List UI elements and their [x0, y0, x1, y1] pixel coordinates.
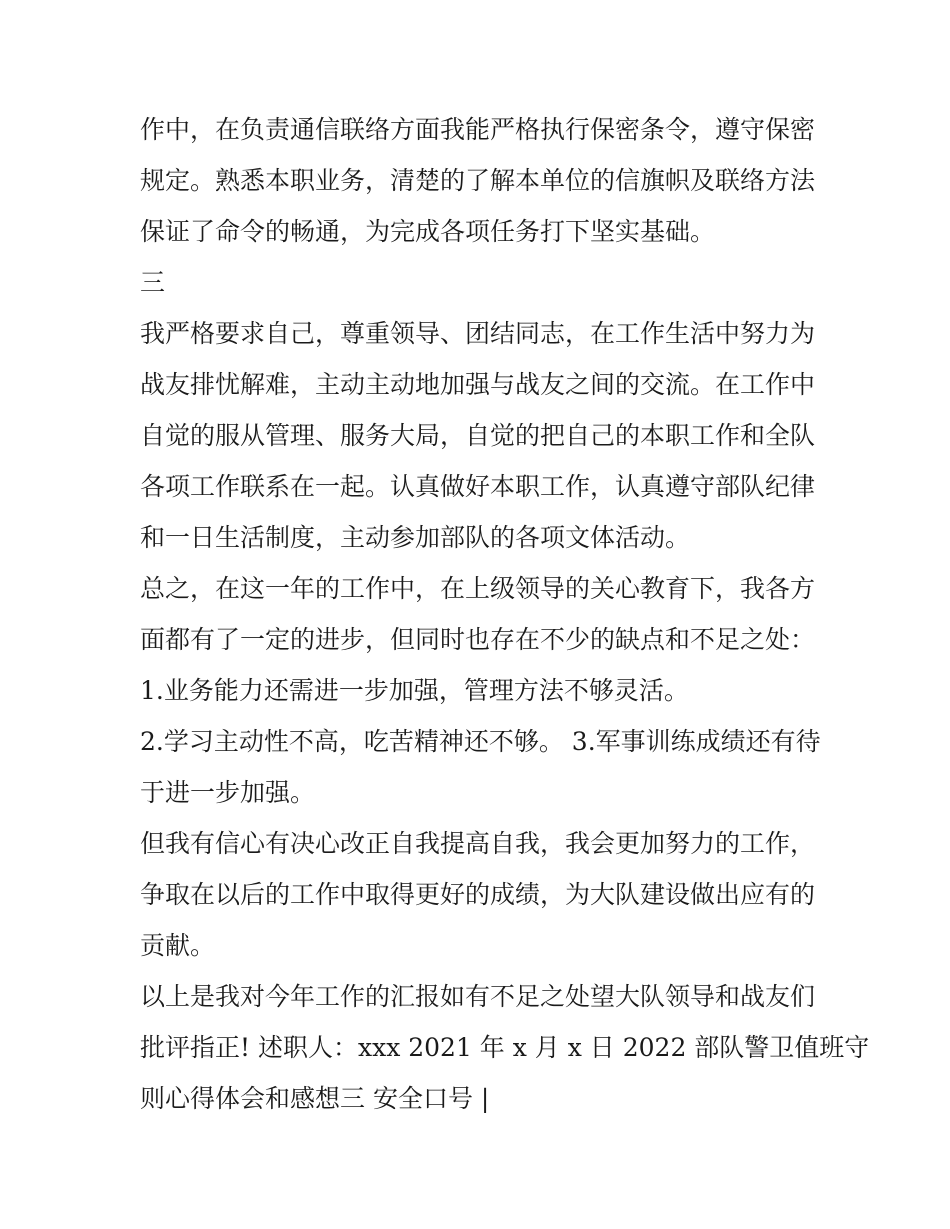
- text-line: 贡献。: [140, 931, 216, 960]
- text-line: 作中，在负责通信联络方面我能严格执行保密条令，遵守保密: [140, 115, 816, 144]
- text-line: 面都有了一定的进步，但同时也存在不少的缺点和不足之处：: [140, 625, 816, 654]
- text-line: 规定。熟悉本职业务，清楚的了解本单位的信旗帜及联络方法: [140, 166, 816, 195]
- text-line: 自觉的服从管理、服务大局，自觉的把自己的本职工作和全队: [140, 421, 816, 450]
- text-line: 各项工作联系在一起。认真做好本职工作，认真遵守部队纪律: [140, 472, 816, 501]
- text-line: 战友排忧解难，主动主动地加强与战友之间的交流。在工作中: [140, 370, 816, 399]
- text-line: 我严格要求自己，尊重领导、团结同志，在工作生活中努力为: [140, 319, 816, 348]
- text-line: 以上是我对今年工作的汇报如有不足之处望大队领导和战友们: [140, 982, 816, 1011]
- text-line: 于进一步加强。: [140, 778, 316, 807]
- section-heading: 三: [140, 268, 166, 297]
- text-line: 批评指正! 述职人：xxx 2021 年 x 月 x 日 2022 部队警卫值班守: [140, 1033, 870, 1062]
- list-item: 1.业务能力还需进一步加强，管理方法不够灵活。: [140, 676, 689, 705]
- text-line: 但我有信心有决心改正自我提高自我，我会更加努力的工作，: [140, 829, 816, 858]
- text-line: 保证了命令的畅通，为完成各项任务打下坚实基础。: [140, 217, 716, 246]
- list-item: 2.学习主动性不高，吃苦精神还不够。 3.军事训练成绩还有待: [140, 727, 821, 756]
- text-line: 和一日生活制度，主动参加部队的各项文体活动。: [140, 523, 691, 552]
- text-line: 总之，在这一年的工作中，在上级领导的关心教育下，我各方: [140, 574, 816, 603]
- document-body: [140, 104, 870, 1124]
- text-line: 则心得体会和感想三 安全口号 |: [140, 1084, 490, 1113]
- text-line: 争取在以后的工作中取得更好的成绩，为大队建设做出应有的: [140, 880, 816, 909]
